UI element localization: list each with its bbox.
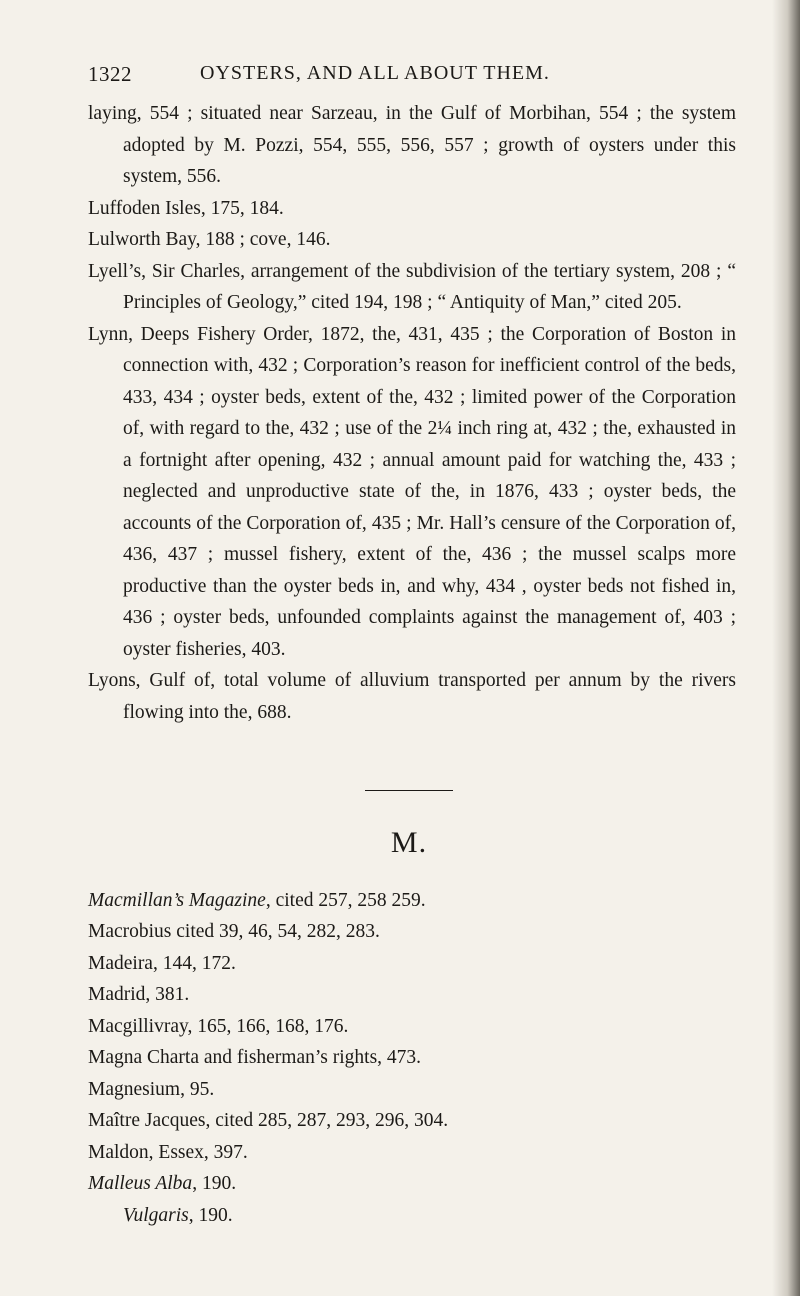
index-entry-text: Maldon, Essex, 397. bbox=[88, 1141, 248, 1163]
spine-shadow bbox=[772, 0, 800, 1296]
section-divider-rule bbox=[365, 790, 453, 791]
index-entry bbox=[88, 1200, 736, 1232]
index-entry-text: Luffoden Isles, 175, 184. bbox=[88, 197, 284, 219]
index-entry bbox=[88, 1168, 736, 1200]
index-entry bbox=[88, 98, 736, 193]
running-title: OYSTERS, AND ALL ABOUT THEM. bbox=[200, 62, 550, 84]
index-entry-text: Magnesium, 95. bbox=[88, 1078, 215, 1100]
index-entry-text: Madeira, 144, 172. bbox=[88, 952, 236, 974]
index-entry bbox=[88, 885, 736, 917]
index-entry-text: Maître Jacques, cited 285, 287, 293, 296, 304. bbox=[88, 1110, 449, 1131]
index-entry-italic-title: Malleus Alba bbox=[88, 1173, 193, 1194]
page-number: 1322 bbox=[88, 62, 132, 86]
index-entry bbox=[88, 193, 736, 225]
index-entry-text: Lyell’s, Sir Charles, arrangement of the subdivision of the tertiary system, 208 ; “ Principles of Geology,” cited 194, 198 ; “ Antiquity of Man,” cited 205. bbox=[88, 260, 736, 313]
index-text bbox=[88, 98, 736, 1231]
index-entry-text: , 190. bbox=[188, 1204, 233, 1226]
index-entry-text: laying, 554 ; situated near Sarzeau, in the Gulf of Morbihan, 554 ; the system adopted by M. Pozzi, 554, 555, 556, 557 ; growth of oysters under this system, 556. bbox=[88, 103, 736, 187]
index-entry-text: Magna Charta and fisherman’s rights, 473. bbox=[88, 1047, 422, 1068]
index-entry-text: Lulworth Bay, 188 ; cove, 146. bbox=[88, 229, 331, 250]
index-entry bbox=[88, 224, 736, 256]
index-entry-text: , 190. bbox=[192, 1173, 237, 1194]
index-entry bbox=[88, 916, 736, 948]
index-entry-text: Lyons, Gulf of, total volume of alluvium transported per annum by the rivers flowing into the, 688. bbox=[88, 670, 736, 723]
index-entry-text: Madrid, 381. bbox=[88, 984, 190, 1005]
running-header bbox=[88, 62, 688, 90]
index-entry bbox=[88, 1074, 736, 1106]
index-entry bbox=[88, 319, 736, 666]
index-entry bbox=[88, 256, 736, 319]
index-entry bbox=[88, 1011, 736, 1043]
index-entry-text: Lynn, Deeps Fishery Order, 1872, the, 431, 435 ; the Corporation of Boston in connection with, 432 ; Corporation’s reason for inefficient control of the beds, 433, 434 ; oyster beds, extent of the, 432 ; limited power of the Corporation of, with regard to the, 432 ; use of the 2¼ inch ring at, 432 ; the, exhausted in a fortnight after opening, 432 ; annual amount paid for watching the, 433 ; neglected and unproductive state of the, in 1876, 433 ; oyster beds, the accounts of the Corporation of, 435 ; Mr. Hall’s censure of the Corporation of, 436, 437 ; mussel fishery, extent of the, 436 ; the mussel scalps more productive than the oyster beds in, and why, 434 , oyster beds not fished in, 436 ; oyster beds, unfounded complaints against the management of, 403 ; oyster fisheries, 403. bbox=[88, 323, 736, 660]
entries-before-section bbox=[88, 98, 736, 728]
index-entry bbox=[88, 979, 736, 1011]
index-entry bbox=[88, 665, 736, 728]
index-entry bbox=[88, 1042, 736, 1074]
index-entry-italic-title: Macmillan’s Magazine bbox=[88, 889, 266, 911]
index-entry bbox=[88, 1137, 736, 1169]
index-entry-text: Macgillivray, 165, 166, 168, 176. bbox=[88, 1015, 349, 1037]
index-entry bbox=[88, 948, 736, 980]
index-entry-italic-title: Vulgaris bbox=[123, 1204, 189, 1226]
index-entry-text: , cited 257, 258 259. bbox=[265, 889, 426, 911]
entries-after-section bbox=[88, 885, 736, 1232]
index-entry-text: Macrobius cited 39, 46, 54, 282, 283. bbox=[88, 921, 380, 942]
section-letter: M. bbox=[390, 826, 428, 859]
index-entry bbox=[88, 1105, 736, 1137]
